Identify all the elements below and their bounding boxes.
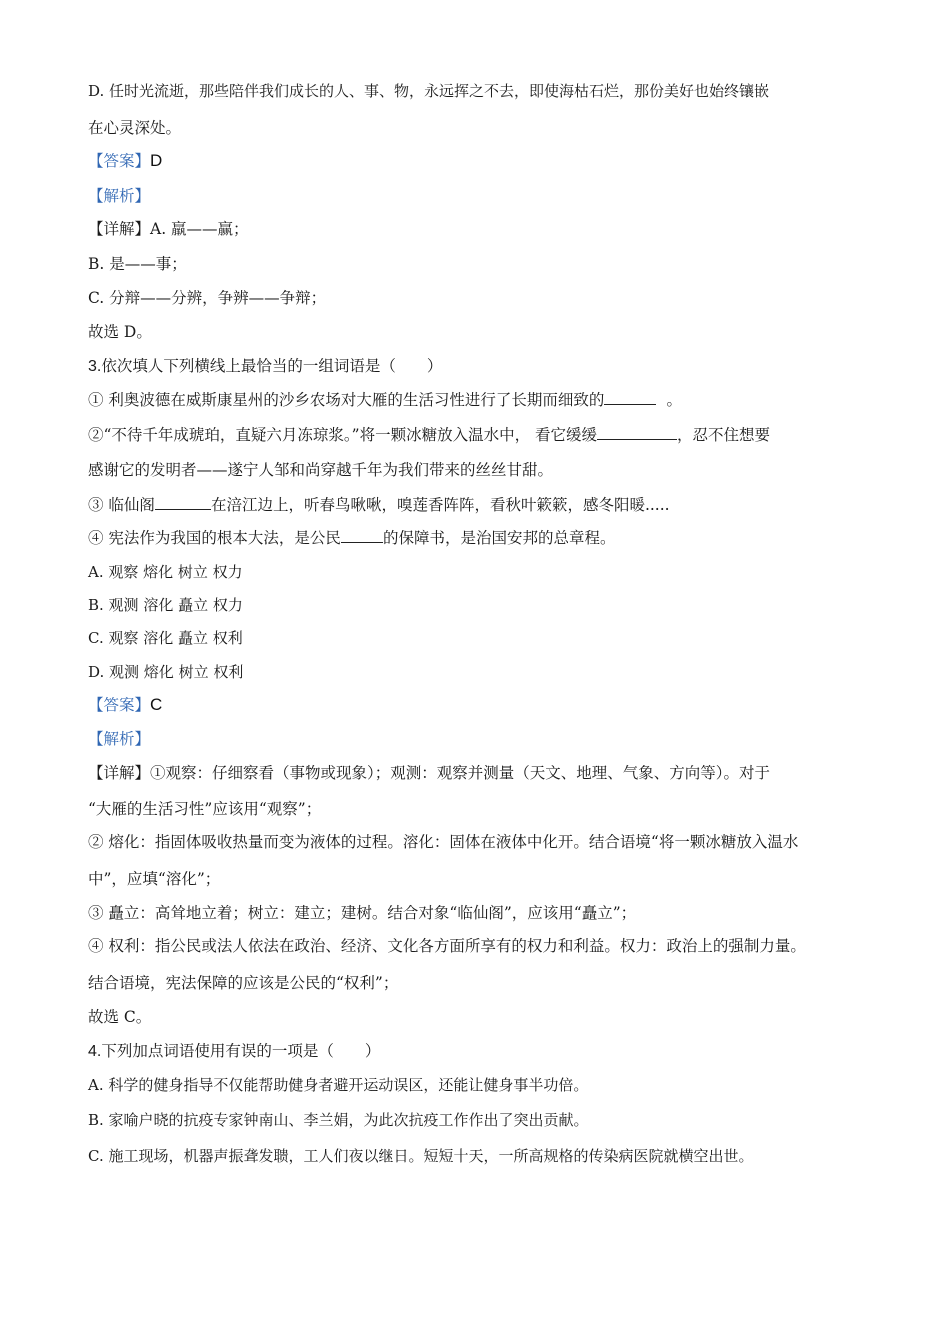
q3-sentence-1: ① 利奥波德在威斯康星州的沙乡农场对大雁的生活习性进行了长期而细致的 。 <box>88 391 682 409</box>
q3-answer <box>88 694 162 716</box>
q4-option-b: B. 家喻户晓的抗疫专家钟南山、李兰娟，为此次抗疫工作作出了突出贡献。 <box>88 1111 589 1129</box>
q4-stem <box>88 1040 380 1063</box>
question-number: 4. <box>88 1043 102 1060</box>
question-number: 3. <box>88 358 102 375</box>
q3-option-b: B. 观测 溶化 矗立 权力 <box>88 596 243 614</box>
q4-option-c: C. 施工现场，机器声振聋发聩，工人们夜以继日。短短十天，一所高规格的传染病医院就横空出世。 <box>88 1147 754 1165</box>
q3-stem <box>88 355 442 378</box>
q2-conclusion: 故选 D。 <box>88 323 152 341</box>
q2-detail-line3: C. 分辩——分辨，争辨——争辩； <box>88 289 327 307</box>
q3-detail-4b: 结合语境，宪法保障的应该是公民的“权利”； <box>88 974 399 992</box>
question-stem: 下列加点词语使用有误的一项是（ ） <box>101 1042 381 1060</box>
answer-tag: 【答案】 <box>88 152 151 170</box>
q3-option-d: D. 观测 熔化 树立 权利 <box>88 663 244 681</box>
q3-sentence-2: ②“不待千年成琥珀，直疑六月冻琼浆。”将一颗冰糖放入温水中， 看它缓缓 ，忍不住想要 <box>88 426 771 444</box>
q3-sentence-2-cont: 感谢它的发明者——遂宁人邹和尚穿越千年为我们带来的丝丝甘甜。 <box>88 461 554 479</box>
q2-detail-line1: 【详解】A. 羸——赢； <box>88 220 249 238</box>
q3-analysis-tag: 【解析】 <box>88 730 151 748</box>
answer-value: C <box>150 695 163 714</box>
q3-sentence-3: ③ 临仙阁 在涪江边上，听春鸟啾啾，嗅莲香阵阵，看秋叶簌簌，感冬阳暖..... <box>88 496 670 514</box>
q3-option-c: C. 观察 溶化 矗立 权利 <box>88 629 243 647</box>
q2-answer <box>88 150 162 172</box>
q2-option-d-line1: D. 任时光流逝，那些陪伴我们成长的人、事、物，永远挥之不去，即使海枯石烂，那份美好也始终镶嵌 <box>88 82 770 100</box>
fill-blank <box>155 494 211 510</box>
q3-detail-1a: 【详解】①观察：仔细察看（事物或现象）；观测：观察并测量（天文、地理、气象、方向等）。对于 <box>88 764 771 782</box>
q3-detail-2a: ② 熔化：指固体吸收热量而变为液体的过程。溶化：固体在液体中化开。结合语境“将一颗冰糖放入温水 <box>88 833 799 851</box>
q3-option-a: A. 观察 熔化 树立 权力 <box>88 563 243 581</box>
q3-conclusion: 故选 C。 <box>88 1008 152 1026</box>
q3-sentence-4: ④ 宪法作为我国的根本大法，是公民 的保障书，是治国安邦的总章程。 <box>88 529 616 547</box>
answer-value: D <box>150 151 163 170</box>
q2-option-d-line2: 在心灵深处。 <box>88 119 182 137</box>
q4-option-a: A. 科学的健身指导不仅能帮助健身者避开运动误区，还能让健身事半功倍。 <box>88 1076 589 1094</box>
fill-blank <box>341 527 383 543</box>
q3-detail-1b: “大雁的生活习性”应该用“观察”； <box>88 800 322 818</box>
fill-blank <box>604 389 656 405</box>
q2-detail-line2: B. 是——事； <box>88 255 187 273</box>
question-stem: 依次填人下列横线上最恰当的一组词语是（ ） <box>101 357 443 375</box>
q3-detail-2b: 中”，应填“溶化”； <box>88 870 221 888</box>
q2-analysis-tag: 【解析】 <box>88 187 151 205</box>
q3-detail-3: ③ 矗立：高耸地立着；树立：建立；建树。结合对象“临仙阁”，应该用“矗立”； <box>88 904 637 922</box>
q3-detail-4a: ④ 权利：指公民或法人依法在政治、经济、文化各方面所享有的权力和利益。权力：政治上的强制力量。 <box>88 937 806 955</box>
answer-tag: 【答案】 <box>88 696 151 714</box>
fill-blank <box>597 424 677 440</box>
